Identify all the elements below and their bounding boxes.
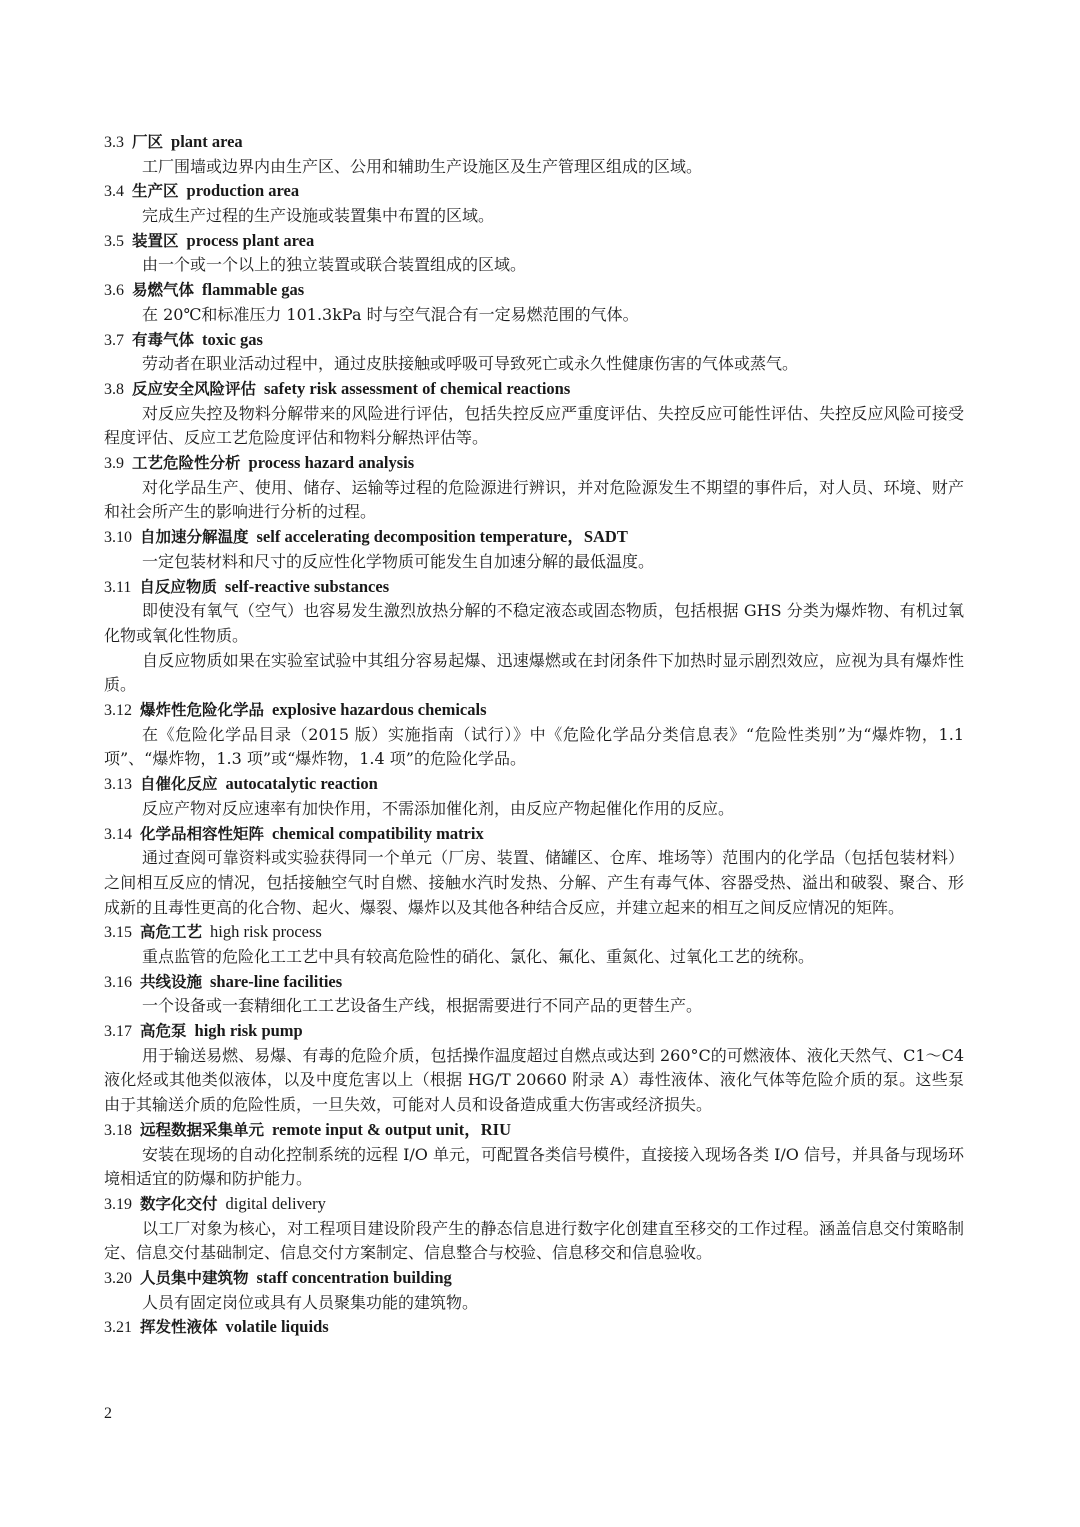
term-number: 3.21	[104, 1319, 132, 1337]
definition-entry	[104, 377, 964, 451]
definition-entry	[104, 179, 964, 228]
term-english: digital delivery	[225, 1193, 326, 1213]
term-number: 3.6	[104, 282, 124, 300]
term-english: share-line facilities	[210, 971, 343, 991]
term-chinese: 高危工艺	[140, 922, 203, 942]
term-english: remote input & output unit，RIU	[272, 1119, 511, 1139]
term-heading	[104, 1266, 964, 1291]
term-chinese: 自加速分解温度	[140, 527, 249, 547]
definition-text: 用于输送易燃、易爆、有毒的危险介质，包括操作温度超过自燃点或达到 260°C的可燃液体、液化天然气、C1～C4 液化烃或其他类似液体，以及中度危害以上（根据 HG/T 20660 附录 A）毒性液体、液化气体等危险介质的泵。这些泵由于其输送介质的危险性质，一旦失效，可能对人员和设备造成重大伤害或经济损失。	[104, 1045, 964, 1115]
term-number: 3.20	[104, 1270, 132, 1288]
term-heading	[104, 822, 964, 847]
definition-entry	[104, 229, 964, 278]
definition-text: 劳动者在职业活动过程中，通过皮肤接触或呼吸可导致死亡或永久性健康伤害的气体或蒸气。	[142, 354, 799, 374]
definition-entry	[104, 772, 964, 821]
term-number: 3.5	[104, 232, 124, 250]
definition-entry	[104, 1315, 964, 1340]
definition-text: 一定包装材料和尺寸的反应性化学物质可能发生自加速分解的最低温度。	[142, 551, 655, 571]
term-english: flammable gas	[202, 280, 305, 300]
term-number: 3.15	[104, 924, 132, 942]
term-chinese: 有毒气体	[132, 329, 195, 349]
term-heading	[104, 328, 964, 353]
term-chinese: 生产区	[132, 181, 179, 201]
term-chinese: 自催化反应	[140, 774, 218, 794]
term-number: 3.16	[104, 973, 132, 991]
term-english: process plant area	[186, 230, 315, 250]
definition-entry	[104, 1118, 964, 1192]
term-heading	[104, 377, 964, 402]
term-chinese: 人员集中建筑物	[140, 1268, 249, 1288]
term-heading	[104, 1019, 964, 1044]
term-chinese: 自反应物质	[139, 576, 217, 596]
definition-text: 在《危险化学品目录（2015 版）实施指南（试行）》中《危险化学品分类信息表》“危险性类别”为“爆炸物，1.1 项”、“爆炸物，1.3 项”或“爆炸物，1.4 项”的危险化学品。	[104, 724, 964, 769]
term-heading	[104, 698, 964, 723]
term-chinese: 高危泵	[140, 1021, 187, 1041]
term-number: 3.4	[104, 183, 124, 201]
definition-text: 对反应失控及物料分解带来的风险进行评估，包括失控反应严重度评估、失控反应可能性评估、失控反应风险可接受程度评估、反应工艺危险度评估和物料分解热评估等。	[104, 403, 964, 448]
term-heading	[104, 575, 964, 600]
definition-text: 工厂围墙或边界内由生产区、公用和辅助生产设施区及生产管理区组成的区域。	[142, 156, 703, 176]
definition-entry	[104, 575, 964, 699]
term-number: 3.7	[104, 331, 124, 349]
term-number: 3.8	[104, 380, 124, 398]
term-number: 3.3	[104, 134, 124, 151]
term-english: production area	[186, 181, 300, 201]
term-heading	[104, 970, 964, 995]
definition-entry	[104, 822, 964, 921]
term-number: 3.12	[104, 702, 132, 720]
definition-text: 人员有固定岗位或具有人员聚集功能的建筑物。	[142, 1292, 479, 1312]
definition-entry	[104, 970, 964, 1019]
definition-entry	[104, 328, 964, 377]
definition-entry	[104, 698, 964, 772]
definitions-list	[104, 130, 964, 1340]
definition-text: 完成生产过程的生产设施或装置集中布置的区域。	[142, 206, 495, 226]
term-chinese: 挥发性液体	[140, 1317, 218, 1337]
definition-text: 以工厂对象为核心，对工程项目建设阶段产生的静态信息进行数字化创建直至移交的工作过程。涵盖信息交付策略制定、信息交付基础制定、信息交付方案制定、信息整合与校验、信息移交和信息验收。	[104, 1218, 964, 1263]
term-chinese: 反应安全风险评估	[132, 378, 257, 398]
definition-entry	[104, 525, 964, 574]
definition-text: 一个设备或一套精细化工工艺设备生产线，根据需要进行不同产品的更替生产。	[142, 996, 703, 1016]
term-chinese: 数字化交付	[140, 1193, 218, 1213]
definition-text: 对化学品生产、使用、储存、运输等过程的危险源进行辨识，并对危险源发生不期望的事件后，对人员、环境、财产和社会所产生的影响进行分析的过程。	[104, 477, 964, 522]
definition-text: 安装在现场的自动化控制系统的远程 I/O 单元，可配置各类信号模件，直接接入现场各类 I/O 信号，并具备与现场环境相适宜的防爆和防护能力。	[104, 1144, 965, 1189]
term-english: explosive hazardous chemicals	[272, 700, 487, 720]
term-number: 3.19	[104, 1195, 132, 1213]
definition-text: 重点监管的危险化工工艺中具有较高危险性的硝化、氯化、氟化、重氮化、过氧化工艺的统称。	[142, 947, 815, 966]
definition-text: 通过查阅可靠资料或实验获得同一个单元（厂房、装置、储罐区、仓库、堆场等）范围内的化学品（包括包装材料）之间相互反应的情况，包括接触空气时自燃、接触水汽时发热、分解、产生有毒气体、容器受热、溢出和破裂、聚合、形成新的且毒性更高的化合物、起火、爆裂、爆炸以及其他各种结合反应，并建立起来的相互之间反应情况的矩阵。	[104, 848, 964, 917]
term-chinese: 化学品相容性矩阵	[140, 823, 265, 843]
term-chinese: 共线设施	[140, 971, 203, 991]
definition-entry	[104, 920, 964, 969]
term-english: volatile liquids	[225, 1317, 329, 1337]
definition-entry	[104, 1266, 964, 1315]
term-number: 3.17	[104, 1023, 132, 1041]
term-english: safety risk assessment of chemical reactions	[264, 378, 571, 398]
term-english: self-reactive substances	[224, 576, 390, 596]
term-number: 3.13	[104, 776, 132, 794]
term-heading	[104, 179, 964, 204]
term-number: 3.18	[104, 1121, 132, 1139]
definition-entry	[104, 1192, 964, 1266]
term-english: process hazard analysis	[248, 453, 415, 473]
term-heading	[104, 451, 964, 476]
term-heading	[104, 1118, 964, 1143]
definition-text: 即使没有氧气（空气）也容易发生激烈放热分解的不稳定液态或固态物质，包括根据 GHS 分类为爆炸物、有机过氧化物或氧化性物质。	[104, 601, 964, 645]
term-number: 3.9	[104, 455, 124, 473]
definition-text: 反应产物对反应速率有加快作用，不需添加催化剂，由反应产物起催化作用的反应。	[142, 798, 735, 818]
term-heading	[104, 1192, 964, 1217]
definition-text: 在 20℃和标准压力 101.3kPa 时与空气混合有一定易燃范围的气体。	[142, 304, 639, 324]
definition-entry	[104, 451, 964, 525]
term-number: 3.14	[104, 825, 132, 843]
definition-entry	[104, 278, 964, 327]
term-heading	[104, 130, 964, 155]
definition-entry	[104, 130, 964, 179]
term-english: toxic gas	[202, 329, 263, 349]
term-heading	[104, 920, 964, 945]
term-english: autocatalytic reaction	[225, 774, 378, 794]
term-chinese: 工艺危险性分析	[132, 453, 241, 473]
term-heading	[104, 525, 964, 550]
term-english: chemical compatibility matrix	[272, 823, 484, 843]
term-english: plant area	[171, 132, 243, 151]
term-chinese: 易燃气体	[132, 280, 195, 300]
definition-text: 由一个或一个以上的独立装置或联合装置组成的区域。	[142, 255, 527, 275]
term-heading	[104, 772, 964, 797]
term-heading	[104, 229, 964, 254]
term-chinese: 远程数据采集单元	[140, 1119, 265, 1139]
definition-entry	[104, 1019, 964, 1118]
term-heading	[104, 278, 964, 303]
term-english: high risk pump	[194, 1021, 303, 1041]
term-english: high risk process	[210, 922, 322, 942]
term-english: self accelerating decomposition temperature，SADT	[256, 527, 628, 547]
term-chinese: 爆炸性危险化学品	[140, 700, 265, 720]
term-english: staff concentration building	[256, 1268, 452, 1288]
term-chinese: 装置区	[132, 230, 179, 250]
term-chinese: 厂区	[132, 132, 164, 151]
definition-text: 自反应物质如果在实验室试验中其组分容易起爆、迅速爆燃或在封闭条件下加热时显示剧烈效应，应视为具有爆炸性质。	[104, 650, 964, 695]
term-number: 3.10	[104, 529, 132, 547]
term-heading	[104, 1315, 964, 1340]
page-number: 2	[104, 1405, 112, 1422]
term-number: 3.11	[104, 578, 132, 596]
